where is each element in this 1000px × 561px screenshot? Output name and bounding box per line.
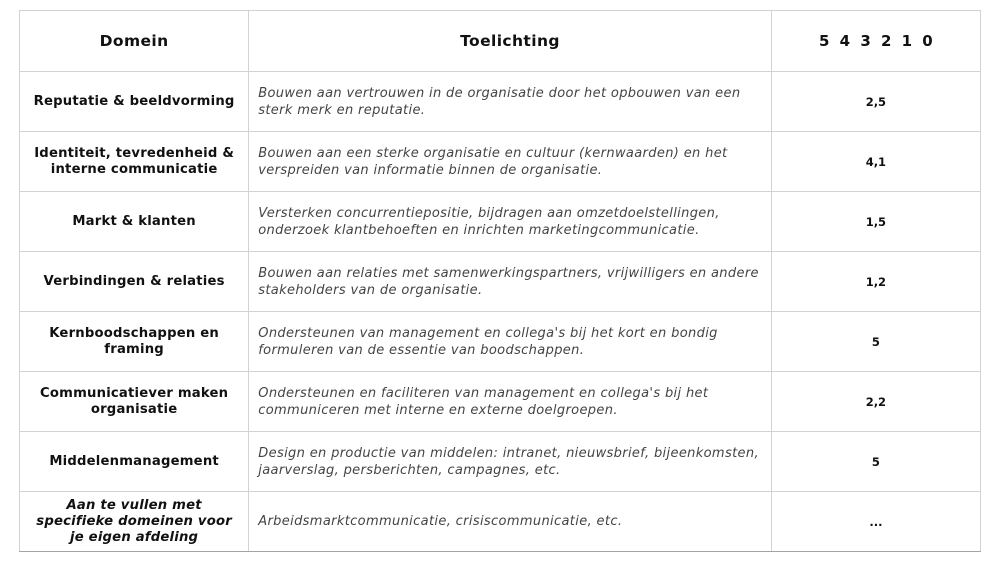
domain-cell: Verbindingen & relaties bbox=[20, 252, 249, 312]
domain-cell: Reputatie & beeldvorming bbox=[20, 72, 249, 132]
explanation-cell: Bouwen aan vertrouwen in de organisatie door het opbouwen van een sterk merk en reputatie. bbox=[249, 72, 772, 132]
explanation-cell: Design en productie van middelen: intranet, nieuwsbrief, bijeenkomsten, jaarverslag, persberichten, campagnes, etc. bbox=[249, 432, 772, 492]
table-row bbox=[20, 432, 981, 492]
domain-cell: Communicatiever maken organisatie bbox=[20, 372, 249, 432]
explanation-cell: Ondersteunen en faciliteren van management en collega's bij het communiceren met interne en externe doelgroepen. bbox=[249, 372, 772, 432]
domain-cell: Kernboodschappen en framing bbox=[20, 312, 249, 372]
domain-assessment-table bbox=[19, 10, 981, 552]
header-row bbox=[20, 11, 981, 72]
score-cell: ... bbox=[771, 492, 980, 552]
table-row bbox=[20, 312, 981, 372]
score-cell: 2,5 bbox=[771, 72, 980, 132]
explanation-cell: Bouwen aan relaties met samenwerkingspartners, vrijwilligers en andere stakeholders van de organisatie. bbox=[249, 252, 772, 312]
table-row bbox=[20, 72, 981, 132]
domain-cell: Markt & klanten bbox=[20, 192, 249, 252]
explanation-cell: Versterken concurrentiepositie, bijdragen aan omzetdoelstellingen, onderzoek klantbehoeften en inrichten marketingcommunicatie. bbox=[249, 192, 772, 252]
table-row bbox=[20, 192, 981, 252]
table-row bbox=[20, 492, 981, 552]
score-cell: 5 bbox=[771, 432, 980, 492]
table-row bbox=[20, 252, 981, 312]
header-explanation: Toelichting bbox=[249, 11, 772, 72]
explanation-cell: Ondersteunen van management en collega's bij het kort en bondig formuleren van de essentie van boodschappen. bbox=[249, 312, 772, 372]
table-row bbox=[20, 372, 981, 432]
score-cell: 2,2 bbox=[771, 372, 980, 432]
table-row bbox=[20, 132, 981, 192]
domain-cell: Middelenmanagement bbox=[20, 432, 249, 492]
score-cell: 1,2 bbox=[771, 252, 980, 312]
score-cell: 5 bbox=[771, 312, 980, 372]
header-score-scale: 5 4 3 2 1 0 bbox=[771, 11, 980, 72]
score-cell: 4,1 bbox=[771, 132, 980, 192]
domain-cell: Identiteit, tevredenheid & interne communicatie bbox=[20, 132, 249, 192]
score-cell: 1,5 bbox=[771, 192, 980, 252]
domain-cell-custom: Aan te vullen met specifieke domeinen voor je eigen afdeling bbox=[20, 492, 249, 552]
header-domain: Domein bbox=[20, 11, 249, 72]
explanation-cell: Arbeidsmarktcommunicatie, crisiscommunicatie, etc. bbox=[249, 492, 772, 552]
explanation-cell: Bouwen aan een sterke organisatie en cultuur (kernwaarden) en het verspreiden van informatie binnen de organisatie. bbox=[249, 132, 772, 192]
